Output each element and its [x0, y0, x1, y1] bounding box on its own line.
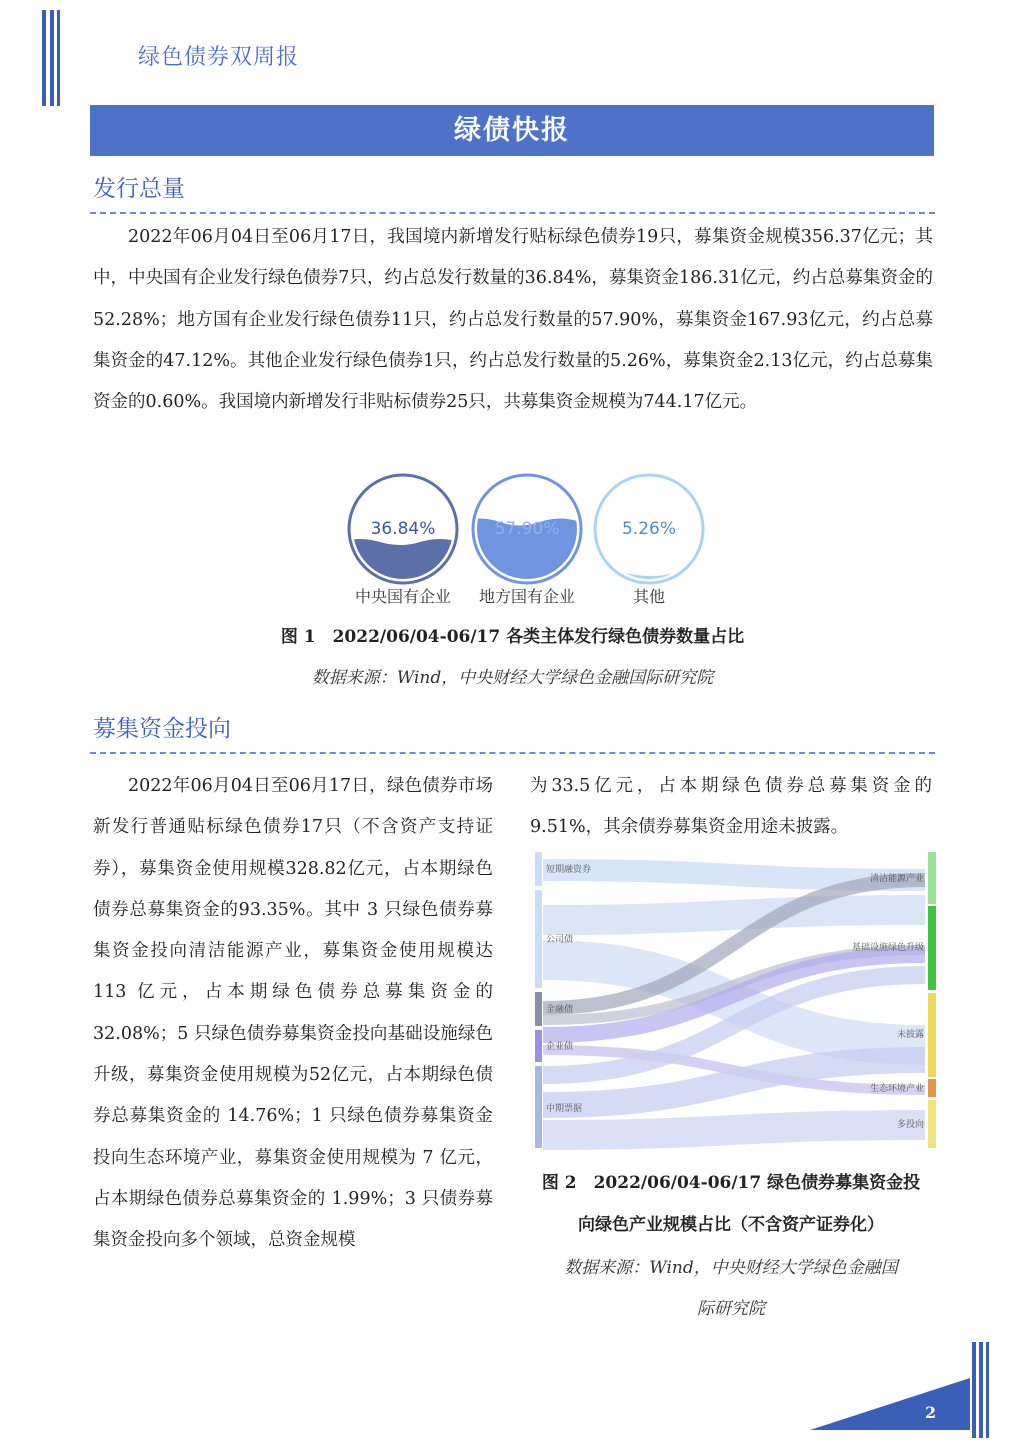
- section-title-issuance: 发行总量: [93, 176, 185, 202]
- bubble-value-central-soe: 36.84%: [370, 519, 436, 539]
- proceeds-paragraph-left: 2022年06月04日至06月17日，绿色债券市场新发行普通贴标绿色债券17只（不含资产支持证券），募集资金使用规模328.82亿元，占本期绿色债券总募集资金的93.35%。其中 3 只绿色债券募集资金投向清洁能源产业，募集资金使用规模达113 亿元，占本期绿色债券总募集资金的 32.08%；5 只绿色债券募集资金投向基础设施绿色升级，募集资金使用规模为52亿元，占本期绿色债券总募集资金的 14.76%；1 只绿色债券募集资金投向生态环境产业，募集资金使用规模为 7 亿元，占本期绿色债券总募集资金的 1.99%；3 只债券募集资金投向多个领域，总资金规模: [93, 776, 493, 1251]
- label-undisclosed: 未披露: [896, 1030, 924, 1040]
- flow-corp-clean: [543, 910, 925, 920]
- node-infrastructure: [928, 906, 936, 990]
- header-bar-3: [57, 10, 60, 106]
- bubble-value-other: 5.26%: [621, 519, 677, 539]
- node-corporate-bond: [535, 890, 542, 988]
- bubble-label-central-soe: 中央国有企业: [354, 587, 451, 606]
- footer-bar-1: [972, 1342, 976, 1438]
- footer-triangle: [810, 1378, 970, 1430]
- node-eco-env: [928, 1079, 936, 1097]
- section-title-use-of-proceeds: 募集资金投向: [93, 716, 231, 742]
- figure2-source-line2: 际研究院: [697, 1299, 765, 1319]
- node-mtn: [535, 1066, 542, 1148]
- label-eco-env: 生态环境产业: [869, 1084, 924, 1094]
- label-mtn: 中期票据: [546, 1104, 583, 1114]
- label-clean-energy: 清洁能源产业: [869, 874, 924, 884]
- figure1-caption: 图 1 2022/06/04-06/17 各类主体发行绿色债券数量占比: [280, 627, 745, 647]
- node-financial-bond: [535, 992, 542, 1026]
- figure2-caption-line2: 向绿色产业规模占比（不含资产证券化）: [578, 1215, 884, 1235]
- node-multi: [928, 1100, 936, 1148]
- bubble-other: [590, 475, 710, 587]
- flow-mtn-multi: [543, 1125, 925, 1135]
- figure2-source-line1: 数据来源：Wind，中央财经大学绿色金融国: [564, 1258, 898, 1278]
- node-undisclosed: [928, 993, 936, 1077]
- node-enterprise-bond: [535, 1030, 542, 1062]
- footer-bar-2: [979, 1342, 983, 1438]
- label-enterprise-bond: 企业债: [546, 1042, 574, 1052]
- node-clean-energy: [928, 852, 936, 904]
- header-bar-1: [42, 10, 46, 106]
- issuance-paragraph: 2022年06月04日至06月17日，我国境内新增发行贴标绿色债券19只，募集资金规模356.37亿元；其中，中央国有企业发行绿色债券7只，约占总发行数量的36.84%，募集资金186.31亿元，约占总募集资金的52.28%；地方国有企业发行绿色债券11只，约占总发行数量的57.90%，募集资金167.93亿元，约占总募集资金的47.12%。其他企业发行绿色债券1只，约占总发行数量的5.26%，募集资金2.13亿元，约占总募集资金的0.60%。我国境内新增发行非贴标债券25只，共募集资金规模为744.17亿元。: [93, 227, 933, 413]
- node-short-term-bill: [535, 852, 542, 886]
- label-multi: 多投向: [896, 1120, 924, 1130]
- bubble-value-local-soe: 57.90%: [494, 519, 560, 539]
- header-bar-2: [50, 10, 54, 106]
- section-divider-1: [90, 212, 935, 214]
- label-short-term-bill: 短期融资券: [546, 865, 592, 875]
- sankey-chart: [533, 850, 938, 1152]
- label-corporate-bond: 公司债: [546, 935, 574, 945]
- section-banner: 绿债快报: [90, 105, 934, 156]
- label-financial-bond: 金融债: [546, 1005, 574, 1015]
- figure2-caption-line1: 图 2 2022/06/04-06/17 绿色债券募集资金投: [541, 1173, 921, 1193]
- proceeds-paragraph-right: 为33.5亿元，占本期绿色债券总募集资金的9.51%，其余债券募集资金用途未披露。: [530, 776, 932, 838]
- bubble-label-other: 其他: [632, 587, 665, 606]
- footer-bar-3: [986, 1342, 989, 1438]
- liquid-fill-chart: [340, 472, 720, 587]
- report-title: 绿色债券双周报: [138, 45, 300, 70]
- label-infrastructure: 基础设施绿色升级: [851, 943, 924, 953]
- page-number: 2: [925, 1403, 937, 1422]
- figure1-source: 数据来源：Wind，中央财经大学绿色金融国际研究院: [311, 668, 714, 688]
- bubble-label-local-soe: 地方国有企业: [478, 587, 575, 606]
- section-divider-2: [90, 752, 935, 754]
- bubble-central-soe: [340, 475, 460, 587]
